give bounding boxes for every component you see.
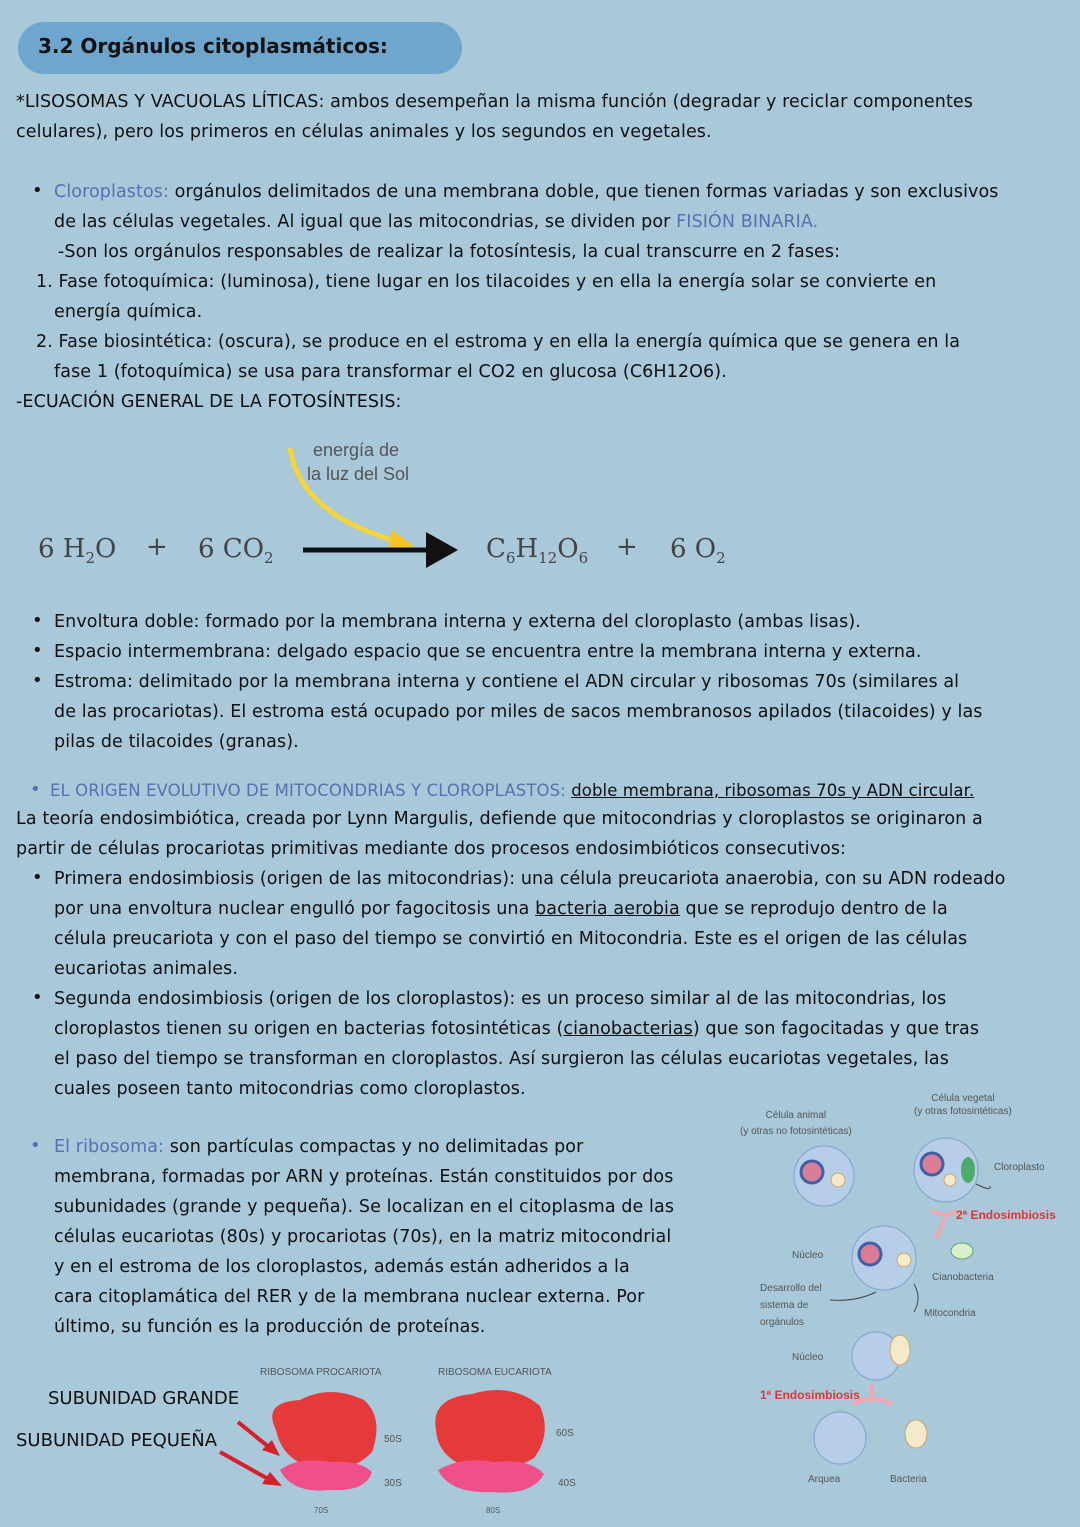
cloroplastos-line-2-text: de las células vegetales. Al igual que las mitocondrias, se dividen por — [54, 212, 677, 232]
section-title: 3.2 Orgánulos citoplasmáticos: — [38, 34, 388, 58]
reactant-co2 — [198, 534, 274, 567]
label-60s: 60S — [556, 1428, 574, 1439]
middle-mitochondrion — [897, 1253, 911, 1267]
ribosoma-line-4: células eucariotas (80s) y procariotas (70s), en la matriz mitocondrial — [54, 1227, 672, 1247]
animal-cell-label-1: Célula animal — [765, 1110, 827, 1121]
bacteria-cell — [905, 1420, 927, 1448]
h2o-sub: 2 — [85, 549, 96, 568]
bullet-dot: • — [32, 180, 43, 201]
h2o-o: O — [95, 534, 117, 564]
o2-coef: 6 O — [670, 534, 717, 564]
endo2-label: 2ª Endosimbiosis — [956, 1208, 1056, 1222]
co2-sub: 2 — [264, 549, 274, 568]
cloroplastos-line-2 — [54, 212, 818, 232]
sunlight-label-1: energía de — [313, 440, 400, 460]
bullet-dot: • — [30, 779, 41, 800]
nucleo-label-1: Núcleo — [792, 1250, 824, 1261]
ribosoma-line-6: cara citoplamática del RER y de la membrana nuclear externa. Por — [54, 1287, 645, 1307]
desarrollo-leader — [830, 1292, 876, 1300]
sunlight-label-2: la luz del Sol — [307, 464, 410, 484]
subunidad-pequena-label: SUBUNIDAD PEQUEÑA — [16, 1430, 218, 1451]
cloroplasto-label: Cloroplasto — [994, 1162, 1045, 1173]
procariota-title: RIBOSOMA PROCARIOTA — [260, 1367, 382, 1378]
h2o-coef: 6 H — [38, 534, 86, 564]
bacteria-aerobia: bacteria aerobia — [535, 899, 680, 919]
animal-nucleus — [801, 1161, 823, 1183]
nucleo-label-2: Núcleo — [792, 1352, 824, 1363]
glucose-c: C — [486, 534, 506, 564]
segunda-endo-line-2b: ) que son fagocitadas y que tras — [692, 1019, 980, 1039]
segunda-endo-line-4: cuales poseen tanto mitocondrias como cloroplastos. — [54, 1079, 526, 1099]
product-glucose — [486, 534, 588, 567]
segunda-endo-line-2 — [54, 1019, 979, 1039]
cyanobacterium — [951, 1243, 973, 1259]
procariota-small-subunit — [280, 1460, 372, 1490]
desarrollo-label-2: sistema de — [760, 1300, 809, 1311]
primera-endo-line-4: eucariotas animales. — [54, 959, 238, 979]
primera-endo-line-3: célula preucariota y con el paso del tiempo se convirtió en Mitocondria. Este es el origen de las células — [54, 929, 968, 949]
endo2-branch — [932, 1210, 958, 1215]
glucose-o-sub: 6 — [578, 549, 589, 568]
label-40s: 40S — [558, 1478, 576, 1489]
plant-mitochondrion — [944, 1174, 956, 1186]
primera-endo-line-2a: por una envoltura nuclear engulló por fagocitosis una — [54, 899, 536, 919]
segunda-endo-line-3: el paso del tiempo se transforman en cloroplastos. Así surgieron las células eucariotas vegetales, las — [54, 1049, 949, 1069]
o2-sub: 2 — [716, 549, 726, 568]
plus-sign-1: + — [146, 532, 168, 562]
ribosoma-line-7: último, su función es la producción de proteínas. — [54, 1317, 486, 1337]
primera-endo-line-2b: que se reprodujo dentro de la — [679, 899, 948, 919]
cloroplastos-line-1-text: orgánulos delimitados de una membrana doble, que tienen formas variadas y son exclusivos — [169, 182, 999, 202]
ribosoma-line-2: membrana, formadas por ARN y proteínas. Están constituidos por dos — [54, 1167, 674, 1187]
estroma-line-3: pilas de tilacoides (granas). — [54, 732, 299, 752]
procariota-large-subunit — [272, 1392, 376, 1469]
endo1-label: 1ª Endosimbiosis — [760, 1388, 860, 1402]
origen-intro-1: La teoría endosimbiótica, creada por Lynn Margulis, defiende que mitocondrias y cloroplastos se originaron a — [16, 809, 983, 829]
bullet-dot: • — [32, 867, 43, 888]
estroma-line-1: Estroma: delimitado por la membrana interna y contiene el ADN circular y ribosomas 70s (similares al — [54, 672, 960, 692]
animal-mitochondrion — [831, 1173, 845, 1187]
ribosoma-term: El ribosoma: — [54, 1137, 165, 1157]
reactant-water — [38, 534, 116, 567]
plus-sign-2: + — [616, 532, 638, 562]
segunda-endo-line-2a: cloroplastos tienen su origen en bacterias fotosintéticas ( — [54, 1019, 564, 1039]
lisosomas-line-2: celulares), pero los primeros en células animales y los segundos en vegetales. — [16, 122, 712, 142]
cianobacteria-label: Cianobacteria — [932, 1272, 994, 1283]
fase1-line-1: 1. Fase fotoquímica: (luminosa), tiene lugar en los tilacoides y en ella la energía solar se convierte en — [36, 272, 937, 292]
primera-endo-line-2 — [54, 899, 948, 919]
eucariota-large-subunit — [435, 1390, 545, 1470]
glucose-c-sub: 6 — [505, 549, 516, 568]
ribosoma-line-1 — [54, 1137, 583, 1157]
segunda-endo-line-1: Segunda endosimbiosis (origen de los cloroplastos): es un proceso similar al de las mitocondrias, los — [54, 989, 947, 1009]
bacteria-label: Bacteria — [890, 1474, 927, 1485]
plant-cell-label-1: Célula vegetal — [931, 1093, 995, 1104]
ribosoma-line-1-text: son partículas compactas y no delimitadas por — [164, 1137, 584, 1157]
fase2-line-2: fase 1 (fotoquímica) se usa para transformar el CO2 en glucosa (C6H12O6). — [54, 362, 727, 382]
ribosoma-line-3: subunidades (grande y pequeña). Se localizan en el citoplasma de las — [54, 1197, 675, 1217]
desarrollo-label-1: Desarrollo del — [760, 1283, 822, 1294]
archaea-cell — [814, 1412, 866, 1464]
origen-intro-2: partir de células procariotas primitivas mediante dos procesos endosimbióticos consecutivos: — [16, 839, 847, 859]
product-oxygen — [670, 534, 726, 567]
lower-bacterium — [890, 1335, 910, 1365]
photosynthesis-equation — [0, 430, 760, 580]
espacio-line: Espacio intermembrana: delgado espacio que se encuentra entre la membrana interna y externa. — [54, 642, 922, 662]
eucariota-title: RIBOSOMA EUCARIOTA — [438, 1367, 552, 1378]
sunlight-label — [307, 438, 410, 486]
fision-binaria: FISIÓN BINARIA. — [676, 212, 819, 232]
cloroplastos-line-1 — [54, 182, 999, 202]
cloroplastos-term: Cloroplastos: — [54, 182, 169, 202]
label-70s: 70S — [314, 1506, 329, 1515]
estroma-line-2: de las procariotas). El estroma está ocupado por miles de sacos membranosos apilados (tilacoides) y las — [54, 702, 983, 722]
envoltura-line: Envoltura doble: formado por la membrana interna y externa del cloroplasto (ambas lisas). — [54, 612, 861, 632]
arrow-to-small — [220, 1452, 270, 1480]
glucose-h: H — [515, 534, 539, 564]
ribosome-drawings — [0, 1360, 740, 1527]
animal-cell-label — [740, 1108, 852, 1140]
bullet-dot: • — [32, 640, 43, 661]
origen-heading — [50, 781, 974, 800]
chloroplast-leader — [976, 1184, 990, 1189]
ribosome-figure — [0, 1360, 740, 1527]
ecuacion-title: -ECUACIÓN GENERAL DE LA FOTOSÍNTESIS: — [16, 392, 402, 412]
label-30s: 30S — [384, 1478, 402, 1489]
desarrollo-label — [760, 1280, 822, 1331]
arrow-to-large — [238, 1422, 270, 1448]
desarrollo-label-3: orgánulos — [760, 1317, 804, 1328]
bullet-dot: • — [32, 610, 43, 631]
middle-nucleus — [859, 1243, 881, 1265]
reaction-arrow-head — [426, 532, 458, 568]
cloroplastos-line-3: -Son los orgánulos responsables de realizar la fotosíntesis, la cual transcurre en 2 fases: — [58, 242, 841, 262]
mitocondria-leader — [914, 1284, 918, 1312]
glucose-h-sub: 12 — [538, 549, 558, 568]
cianobacterias: cianobacterias — [563, 1019, 693, 1039]
plant-cell-label — [914, 1092, 1012, 1118]
animal-cell-label-2: (y otras no fotosintéticas) — [740, 1126, 852, 1137]
origen-heading-text: EL ORIGEN EVOLUTIVO DE MITOCONDRIAS Y CLOROPLASTOS: — [50, 781, 566, 800]
arquea-label: Arquea — [808, 1474, 841, 1485]
glucose-o: O — [557, 534, 579, 564]
fase2-line-1: 2. Fase biosintética: (oscura), se produce en el estroma y en ella la energía química que se genera en la — [36, 332, 961, 352]
eucariota-small-subunit — [438, 1460, 544, 1492]
mitocondria-label: Mitocondria — [924, 1308, 976, 1319]
endosymbiosis-figure — [736, 1088, 1080, 1508]
subunidad-grande-label: SUBUNIDAD GRANDE — [48, 1388, 240, 1409]
endo2-stem — [936, 1218, 945, 1238]
plant-chloroplast — [961, 1157, 975, 1183]
origen-heading-underlined: doble membrana, ribosomas 70s y ADN circular. — [571, 781, 975, 800]
plant-nucleus — [921, 1153, 943, 1175]
bullet-dot: • — [32, 987, 43, 1008]
primera-endo-line-1: Primera endosimbiosis (origen de las mitocondrias): una célula preucariota anaerobia, con su ADN rodeado — [54, 869, 1006, 889]
label-50s: 50S — [384, 1434, 402, 1445]
bullet-dot: • — [30, 1135, 41, 1156]
fase1-line-2: energía química. — [54, 302, 203, 322]
co2-coef: 6 CO — [198, 534, 265, 564]
plant-cell-label-2: (y otras fotosintéticas) — [914, 1106, 1012, 1117]
label-80s: 80S — [486, 1506, 501, 1515]
lisosomas-line-1: *LISOSOMAS Y VACUOLAS LÍTICAS: ambos desempeñan la misma función (degradar y reciclar componentes — [16, 92, 974, 112]
bullet-dot: • — [32, 670, 43, 691]
ribosoma-line-5: y en el estroma de los cloroplastos, además están adheridos a la — [54, 1257, 630, 1277]
